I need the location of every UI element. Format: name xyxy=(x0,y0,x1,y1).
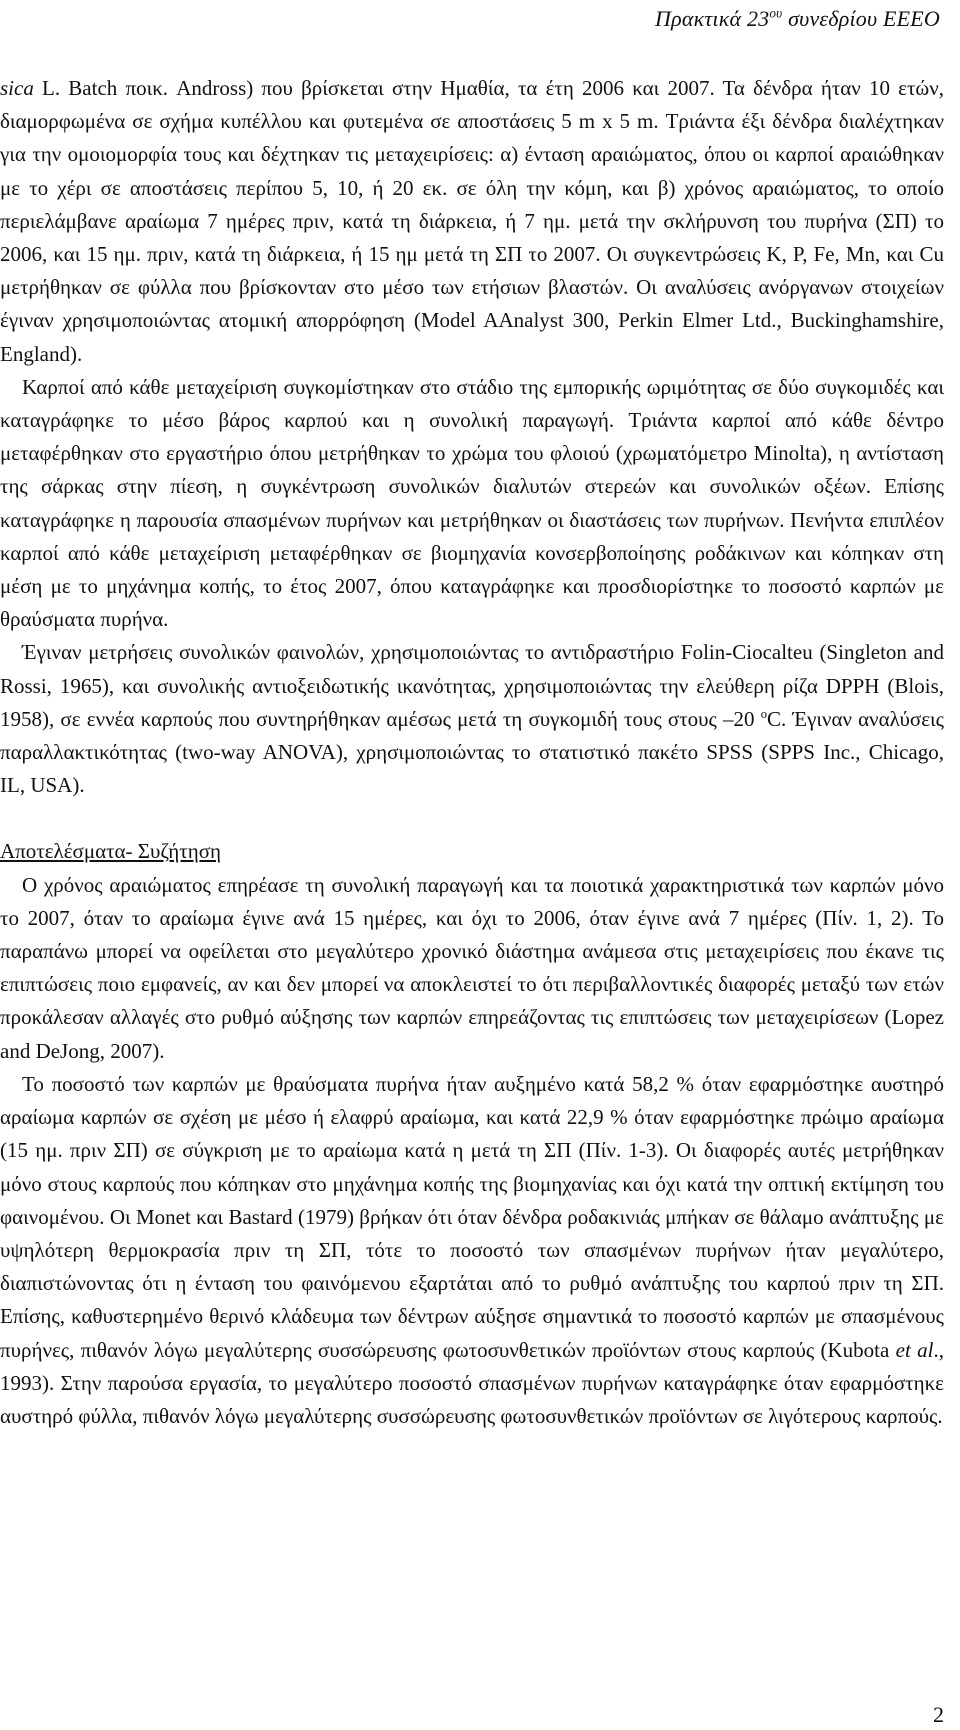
paragraph-methods-analyses xyxy=(0,636,944,802)
header-prefix: Πρακτικά 23 xyxy=(655,6,770,31)
paragraph-methods-trees xyxy=(0,72,944,371)
paragraph-methods-analyses-text-1: Έγιναν μετρήσεις συνολικών φαινολών, χρησιμοποιώντας το αντιδραστήριο Folin-Ciocalteu (Singleton and Rossi, 1965), και συνολικής αντιοξειδωτικής ικανότητας, χρησιμοποιώντας την ελεύθερη ρίζα DPPH (Blois, 1958), σε εννέα καρπούς που συντηρήθηκαν αμέσως μετά τη συγκομιδή τους στους –20 xyxy=(0,640,944,731)
paragraph-results-2-text-2: ., 1993). Στην παρούσα εργασία, το μεγαλύτερο ποσοστό σπασμένων πυρήνων καταγράφηκε όταν εφαρμόστηκε αυστηρό φύλλα, πιθανόν λόγω μεγαλύτερης συσσώρευσης φωτοσυνθετικών προϊόντων σε λιγότερους καρπούς. xyxy=(0,1337,944,1428)
section-title-results: Αποτελέσματα- Συζήτηση xyxy=(0,839,221,864)
degree-superscript: o xyxy=(760,706,768,721)
page-number: 2 xyxy=(933,1702,944,1727)
running-header xyxy=(655,6,940,32)
paragraph-results-2-text-1: Το ποσοστό των καρπών με θραύσματα πυρήνα ήταν αυξημένο κατά 58,2 % όταν εφαρμόστηκε αυστηρό αραίωμα καρπών σε σχέση με μέσο ή ελαφρύ αραίωμα, και κατά 22,9 % όταν εφαρμόστηκε πρώιμο αραίωμα (15 ημ. πριν ΣΠ) σε σύγκριση με το αραίωμα κατά η μετά τη ΣΠ (Πίν. 1-3). Οι διαφορές αυτές μετρήθηκαν μόνο στους καρπούς που κόπηκαν στο μηχάνημα κοπής της βιομηχανίας και όχι κατά την οπτική εκτίμηση του φαινομένου. Οι Monet και Bastard (1979) βρήκαν ότι όταν δένδρα ροδακινιάς μπήκαν σε θάλαμο ανάπτυξης με υψηλότερη θερμοκρασία πριν τη ΣΠ, τότε το ποσοστό των σπασμένων πυρήνων ήταν μεγαλύτερο, διαπιστώνοντας ότι η ένταση του φαινόμενου εξαρτάται από το ρυθμό ανάπτυξης του καρπού πριν τη ΣΠ. Επίσης, καθυστερημένο θερινό κλάδευμα των δέντρων αύξησε σημαντικά το ποσοστό καρπών με σπασμένους πυρήνες, πιθανόν λόγω μεγαλύτερης συσσώρευσης φωτοσυνθετικών προϊόντων στους καρπούς (Kubota xyxy=(0,1071,944,1362)
header-superscript: ου xyxy=(769,5,783,21)
paragraph-methods-fruit: Καρποί από κάθε μεταχείριση συγκομίστηκαν στο στάδιο της εμπορικής ωριμότητας σε δύο συγκομιδές και καταγράφηκε το μέσο βάρος καρπού και η συνολική παραγωγή. Τριάντα καρποί από κάθε δέντρο μεταφέρθηκαν στο εργαστήριο όπου μετρήθηκαν το χρώμα του φλοιού (χρωματόμετρο Minolta), η αντίσταση της σάρκας στην πίεση, η συγκέντρωση συνολικών διαλυτών στερεών και συνολικών οξέων. Επίσης καταγράφηκε η παρουσία σπασμένων πυρήνων και μετρήθηκαν οι διαστάσεις των πυρήνων. Πενήντα επιπλέον καρποί από κάθε μεταχείριση μεταφέρθηκαν σε βιομηχανία κονσερβοποίησης ροδάκινων και κόπηκαν στη μέση με το μηχάνημα κοπής, το έτος 2007, όπου καταγράφηκε και προσδιορίστηκε το ποσοστό καρπών με θραύσματα πυρήνα. xyxy=(0,374,944,632)
paragraph-results-2-italic: et al xyxy=(895,1337,934,1362)
paragraph-results-2 xyxy=(0,1068,944,1433)
paragraph-methods-trees-text: L. Batch ποικ. Andross) που βρίσκεται στην Ημαθία, τα έτη 2006 και 2007. Τα δένδρα ήταν 10 ετών, διαμορφωμένα σε σχήμα κυπέλλου και φυτεμένα σε αποστάσεις 5 m x 5 m. Τριάντα έξι δένδρα διαλέχτηκαν για την ομοιομορφία τους και δέχτηκαν τις μεταχειρίσεις: α) ένταση αραιώματος, όπου οι καρποί αραιώθηκαν με το χέρι σε αποστάσεις περίπου 5, 10, ή 20 εκ. σε όλη την κόμη, και β) χρόνος αραιώματος, το οποίο περιελάμβανε αραίωμα 7 ημέρες πριν, κατά τη διάρκεια, ή 7 ημ. μετά την σκλήρυνση του πυρήνα (ΣΠ) το 2006, και 15 ημ. πριν, κατά τη διάρκεια, ή 15 ημ μετά τη ΣΠ το 2007. Οι συγκεντρώσεις K, P, Fe, Mn, και Cu μετρήθηκαν σε φύλλα που βρίσκονταν στο μέσο των ετήσιων βλαστών. Οι αναλύσεις ανόργανων στοιχείων έγιναν χρησιμοποιώντας ατομική απορρόφηση (Model AAnalyst 300, Perkin Elmer Ltd., Buckinghamshire, England). xyxy=(0,76,944,366)
header-suffix: συνεδρίου ΕΕΕΟ xyxy=(782,6,940,31)
document-body xyxy=(0,72,944,1433)
paragraph-results-1: Ο χρόνος αραιώματος επηρέασε τη συνολική παραγωγή και τα ποιοτικά χαρακτηριστικά των καρπών μόνο το 2007, όταν το αραίωμα έγινε ανά 15 ημέρες, και όχι το 2006, όταν έγινε ανά 7 ημέρες (Πίν. 1, 2). Το παραπάνω μπορεί να οφείλεται στο μεγαλύτερο χρονικό διάστημα ανάμεσα στις μεταχειρίσεις που έκανε τις επιπτώσεις ποιο εμφανείς, αν και δεν μπορεί να αποκλειστεί το ότι περιβαλλοντικές διαφορές μεταξύ των ετών προκάλεσαν αλλαγές στο ρυθμό αύξησης των καρπών επηρεάζοντας τις επιπτώσεις των μεταχειρίσεων (Lopez and DeJong, 2007). xyxy=(0,872,944,1063)
paragraph-methods-analyses-text-2: C. Έγιναν αναλύσεις παραλλακτικότητας (two-way ANOVA), χρησιμοποιώντας το στατιστικό πακέτο SPSS (SPPS Inc., Chicago, IL, USA). xyxy=(0,706,944,798)
paragraph-methods-trees-italic: sica xyxy=(0,76,34,100)
